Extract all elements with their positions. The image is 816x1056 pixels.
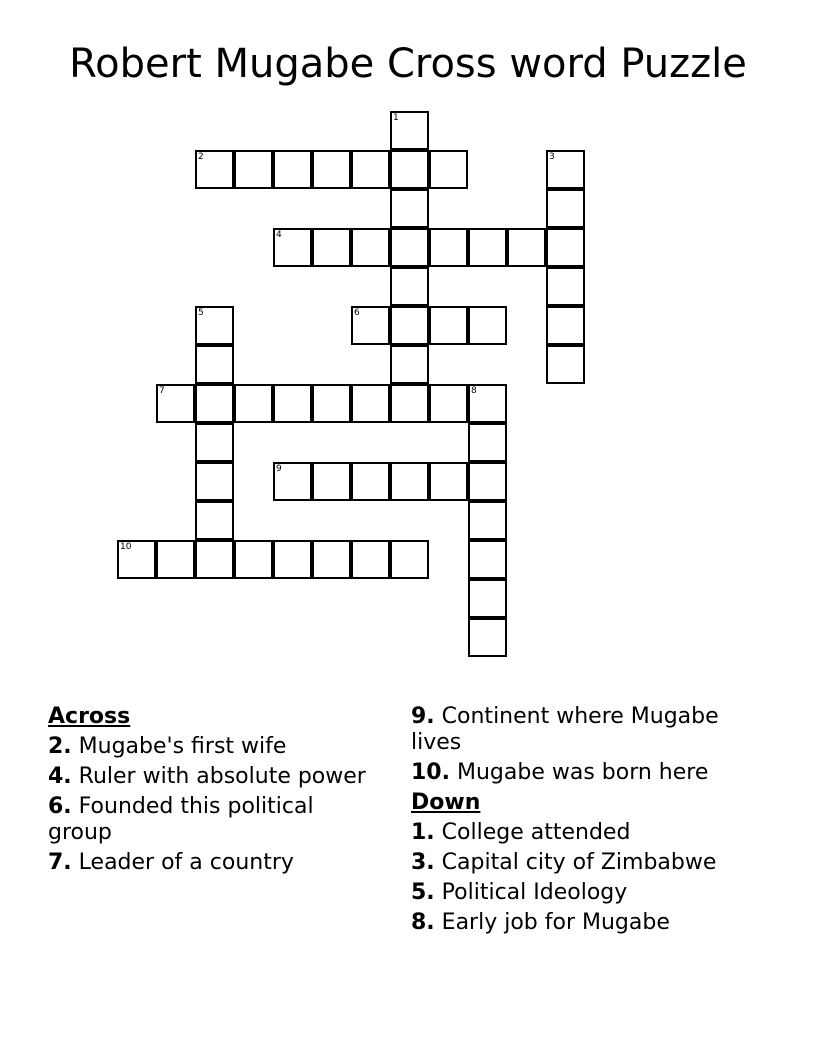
clue-across-6 [48, 794, 378, 846]
grid-cell[interactable] [390, 384, 429, 423]
grid-cell[interactable] [273, 540, 312, 579]
clue-across-4 [48, 764, 378, 790]
grid-cell[interactable] [390, 540, 429, 579]
cell-number: 1 [393, 113, 399, 123]
grid-cell[interactable] [468, 462, 507, 501]
grid-cell[interactable] [195, 501, 234, 540]
grid-cell[interactable] [156, 540, 195, 579]
clue-text: Capital city of Zimbabwe [441, 850, 717, 875]
clues-column-left [48, 700, 378, 876]
down-heading: Down [411, 790, 481, 815]
cell-number: 6 [354, 308, 360, 318]
grid-cell[interactable] [468, 306, 507, 345]
grid-cell[interactable] [390, 189, 429, 228]
grid-cell[interactable] [195, 540, 234, 579]
grid-cell[interactable] [468, 540, 507, 579]
clue-text: Founded this political group [48, 794, 314, 845]
clue-down-5 [411, 880, 771, 906]
grid-cell[interactable] [351, 540, 390, 579]
cell-number: 2 [198, 152, 204, 162]
grid-cell[interactable] [390, 462, 429, 501]
grid-cell[interactable] [546, 345, 585, 384]
clue-number: 5. [411, 880, 435, 905]
grid-cell[interactable] [234, 150, 273, 189]
grid-cell[interactable] [546, 267, 585, 306]
grid-cell[interactable] [351, 306, 390, 345]
page-title: Robert Mugabe Cross word Puzzle [69, 41, 747, 87]
grid-cell[interactable] [195, 384, 234, 423]
grid-cell[interactable] [429, 384, 468, 423]
clue-down-1 [411, 820, 771, 846]
grid-cell[interactable] [195, 423, 234, 462]
clue-text: Mugabe's first wife [78, 734, 287, 759]
clue-down-3 [411, 850, 771, 876]
across-heading: Across [48, 704, 131, 729]
clue-text: Political Ideology [441, 880, 628, 905]
grid-cell[interactable] [117, 540, 156, 579]
grid-cell[interactable] [351, 228, 390, 267]
clue-number: 6. [48, 794, 72, 819]
clue-text: Early job for Mugabe [441, 910, 670, 935]
clue-across-9 [411, 704, 771, 756]
cell-number: 5 [198, 308, 204, 318]
grid-cell[interactable] [546, 228, 585, 267]
grid-cell[interactable] [468, 423, 507, 462]
grid-cell[interactable] [195, 462, 234, 501]
grid-cell[interactable] [195, 345, 234, 384]
grid-cell[interactable] [546, 189, 585, 228]
clue-number: 3. [411, 850, 435, 875]
grid-cell[interactable] [312, 462, 351, 501]
grid-cell[interactable] [195, 306, 234, 345]
clue-number: 8. [411, 910, 435, 935]
grid-cell[interactable] [273, 384, 312, 423]
clue-number: 2. [48, 734, 72, 759]
clue-number: 10. [411, 760, 450, 785]
clue-text: Leader of a country [78, 850, 294, 875]
grid-cell[interactable] [390, 306, 429, 345]
clue-down-8 [411, 910, 771, 936]
cell-number: 7 [159, 386, 165, 396]
cell-number: 3 [549, 152, 555, 162]
cell-number: 8 [471, 386, 477, 396]
grid-cell[interactable] [312, 150, 351, 189]
grid-cell[interactable] [468, 384, 507, 423]
grid-cell[interactable] [273, 150, 312, 189]
grid-cell[interactable] [390, 228, 429, 267]
clue-number: 9. [411, 704, 435, 729]
grid-cell[interactable] [429, 306, 468, 345]
grid-cell[interactable] [390, 150, 429, 189]
clue-text: Continent where Mugabe lives [411, 704, 719, 755]
grid-cell[interactable] [351, 384, 390, 423]
grid-cell[interactable] [468, 618, 507, 657]
cell-number: 9 [276, 464, 282, 474]
grid-cell[interactable] [312, 384, 351, 423]
grid-cell[interactable] [351, 150, 390, 189]
grid-cell[interactable] [234, 540, 273, 579]
grid-cell[interactable] [234, 384, 273, 423]
grid-cell[interactable] [429, 228, 468, 267]
grid-cell[interactable] [468, 501, 507, 540]
clue-across-10 [411, 760, 771, 786]
grid-cell[interactable] [273, 462, 312, 501]
grid-cell[interactable] [546, 306, 585, 345]
grid-cell[interactable] [546, 150, 585, 189]
clue-number: 7. [48, 850, 72, 875]
clue-across-7 [48, 850, 378, 876]
cell-number: 4 [276, 230, 282, 240]
grid-cell[interactable] [390, 111, 429, 150]
grid-cell[interactable] [351, 462, 390, 501]
grid-cell[interactable] [468, 579, 507, 618]
clue-across-2 [48, 734, 378, 760]
grid-cell[interactable] [156, 384, 195, 423]
grid-cell[interactable] [507, 228, 546, 267]
grid-cell[interactable] [312, 228, 351, 267]
grid-cell[interactable] [429, 462, 468, 501]
grid-cell[interactable] [390, 267, 429, 306]
grid-cell[interactable] [195, 150, 234, 189]
clue-text: Mugabe was born here [456, 760, 709, 785]
grid-cell[interactable] [273, 228, 312, 267]
clue-number: 1. [411, 820, 435, 845]
grid-cell[interactable] [390, 345, 429, 384]
grid-cell[interactable] [429, 150, 468, 189]
cell-number: 10 [120, 542, 132, 552]
clue-text: College attended [441, 820, 631, 845]
clue-text: Ruler with absolute power [78, 764, 366, 789]
clues-column-right [411, 700, 771, 936]
grid-cell[interactable] [312, 540, 351, 579]
clue-number: 4. [48, 764, 72, 789]
grid-cell[interactable] [468, 228, 507, 267]
